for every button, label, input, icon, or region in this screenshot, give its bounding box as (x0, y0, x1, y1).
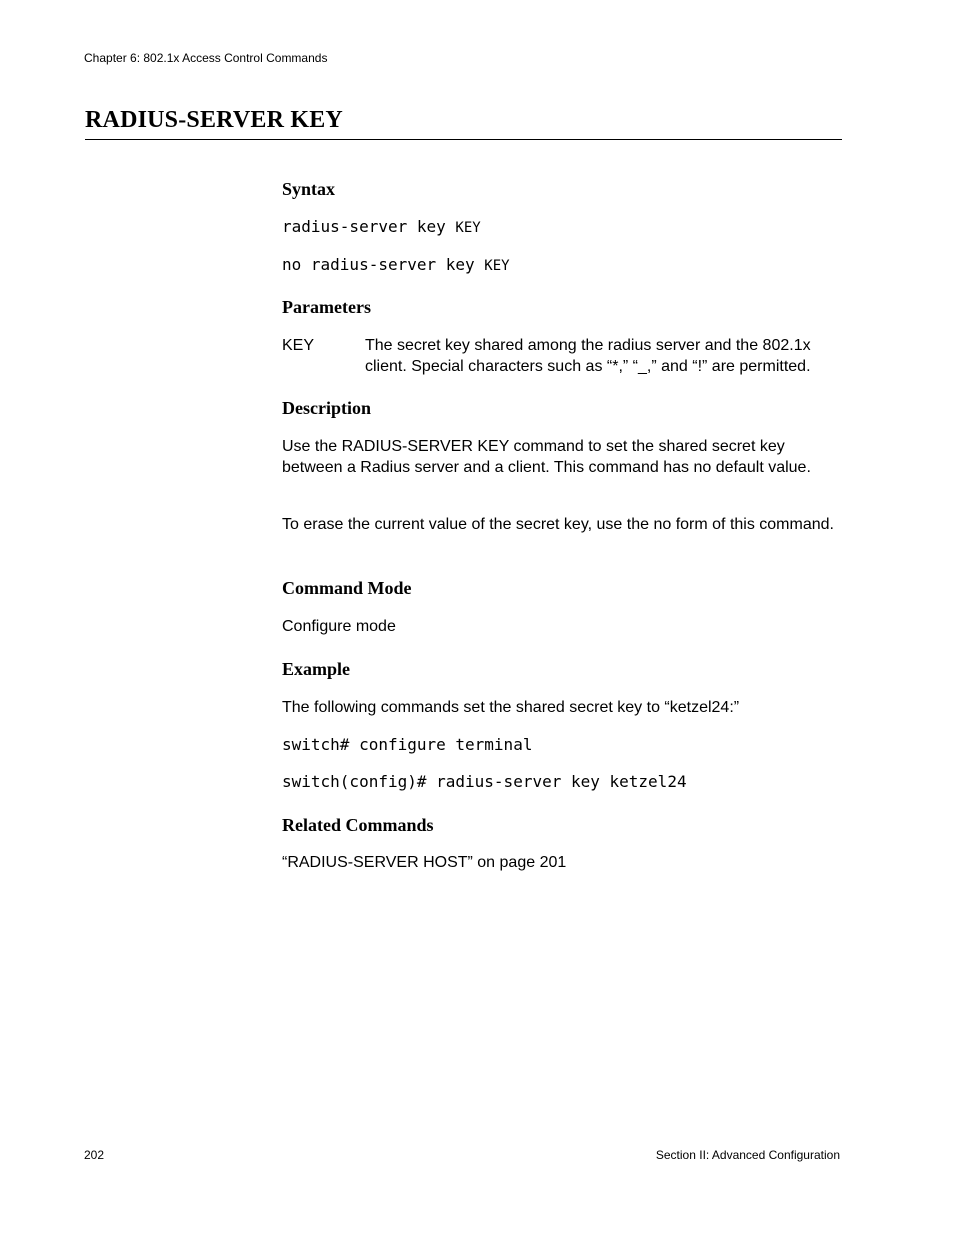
description-heading: Description (282, 398, 371, 418)
command-mode-text: Configure mode (282, 618, 396, 635)
related-commands-heading: Related Commands (282, 815, 434, 835)
parameter-name: KEY (282, 337, 315, 354)
footer-section-title: Section II: Advanced Configuration (655, 1148, 840, 1162)
syntax-line-2-command: no radius-server key (282, 255, 485, 274)
example-intro: The following commands set the shared secret key to “ketzel24:” (282, 699, 740, 716)
syntax-line-1-argument: KEY (455, 220, 481, 236)
parameter-description-line-2: client. Special characters such as “*,” “_,” and “!” are permitted. (365, 357, 811, 375)
description-paragraph-2: To erase the current value of the secret key, use the no form of this command. (282, 516, 834, 533)
syntax-line-1-command: radius-server key (282, 217, 456, 236)
parameter-description (365, 336, 845, 377)
parameters-heading: Parameters (282, 297, 371, 317)
description-paragraph-1: Use the RADIUS-SERVER KEY command to set the shared secret key between a Radius server and a client. This command has no default value. (282, 438, 811, 476)
title-divider (85, 139, 842, 140)
related-command-link[interactable]: “RADIUS-SERVER HOST” on page 201 (282, 854, 567, 871)
page-title: RADIUS-SERVER KEY (85, 107, 343, 133)
parameter-description-line-1: The secret key shared among the radius server and the 802.1x (365, 337, 811, 354)
example-code-line-1: switch# configure terminal (282, 735, 533, 754)
syntax-line-2 (282, 255, 510, 274)
example-code-line-2: switch(config)# radius-server key ketzel24 (282, 772, 687, 791)
syntax-line-2-argument: KEY (484, 258, 510, 274)
command-mode-heading: Command Mode (282, 578, 412, 598)
page-number: 202 (84, 1148, 105, 1162)
syntax-heading: Syntax (282, 179, 336, 199)
running-header: Chapter 6: 802.1x Access Control Commands (84, 51, 328, 65)
example-heading: Example (282, 659, 351, 679)
syntax-line-1 (282, 217, 481, 236)
